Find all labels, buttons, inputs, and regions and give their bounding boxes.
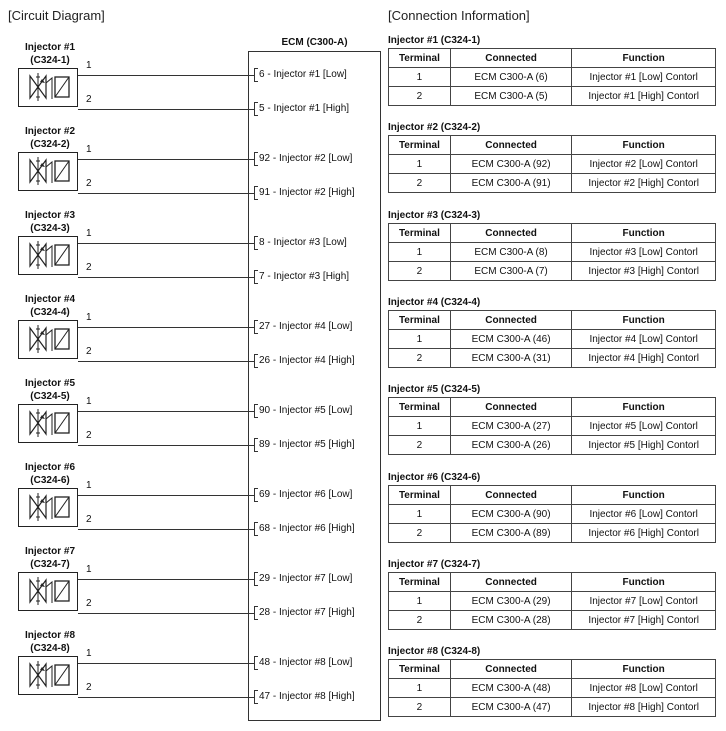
- table-cell: Injector #3 [Low] Contorl: [572, 243, 716, 262]
- column-header: Function: [572, 311, 716, 330]
- injector-terminal-number: 1: [86, 396, 92, 407]
- column-header: Function: [572, 486, 716, 505]
- injector-label: [10, 629, 90, 655]
- injector-valve-icon: [19, 489, 77, 526]
- injector-connector: (C324-4): [30, 307, 70, 318]
- table-cell: 2: [389, 262, 451, 281]
- wire: [78, 495, 254, 496]
- injector-label: [10, 461, 90, 487]
- column-header: Connected: [450, 573, 572, 592]
- injector-terminal-number: 1: [86, 144, 92, 155]
- column-header: Terminal: [389, 311, 451, 330]
- column-header: Terminal: [389, 573, 451, 592]
- table-row: [389, 611, 716, 630]
- table-cell: Injector #8 [Low] Contorl: [572, 679, 716, 698]
- table-header-row: [389, 136, 716, 155]
- ecm-pin-label: 92 - Injector #2 [Low]: [254, 152, 352, 166]
- table-header-row: [389, 573, 716, 592]
- injector-connector: (C324-5): [30, 391, 70, 402]
- injector-valve-icon: [19, 405, 77, 442]
- injector-terminal-number: 1: [86, 648, 92, 659]
- table-cell: ECM C300-A (26): [450, 436, 572, 455]
- injector-name: Injector #1: [24, 42, 76, 53]
- table-cell: 1: [389, 679, 451, 698]
- table-cell: 1: [389, 155, 451, 174]
- injector-connector: (C324-6): [30, 475, 70, 486]
- ecm-pin-label: 68 - Injector #6 [High]: [254, 522, 355, 536]
- table-row: [389, 262, 716, 281]
- table-cell: Injector #7 [Low] Contorl: [572, 592, 716, 611]
- wire: [78, 613, 254, 614]
- connection-table: [388, 485, 716, 543]
- table-cell: ECM C300-A (47): [450, 698, 572, 717]
- connection-table: [388, 223, 716, 281]
- column-header: Connected: [450, 224, 571, 243]
- wire: [78, 663, 254, 664]
- connection-heading: Injector #5 (C324-5): [388, 384, 481, 395]
- table-cell: Injector #8 [High] Contorl: [572, 698, 716, 717]
- wire: [78, 243, 254, 244]
- table-cell: 1: [389, 330, 451, 349]
- table-row: [389, 68, 716, 87]
- table-header-row: [389, 398, 716, 417]
- connection-group: [388, 645, 716, 717]
- injector-terminal-number: 2: [86, 346, 92, 357]
- injector-terminal-number: 2: [86, 262, 92, 273]
- injector-label: [10, 293, 90, 319]
- circuit-diagram-title: [Circuit Diagram]: [8, 8, 105, 23]
- ecm-pin-label: 27 - Injector #4 [Low]: [254, 320, 352, 334]
- injector-connector: (C324-8): [30, 643, 70, 654]
- table-cell: Injector #6 [Low] Contorl: [572, 505, 716, 524]
- wire: [78, 411, 254, 412]
- table-cell: 1: [389, 243, 451, 262]
- table-cell: ECM C300-A (48): [450, 679, 572, 698]
- connection-heading: Injector #8 (C324-8): [388, 646, 481, 657]
- table-cell: Injector #4 [Low] Contorl: [572, 330, 716, 349]
- injector-terminal-number: 2: [86, 598, 92, 609]
- injector-terminal-number: 1: [86, 564, 92, 575]
- column-header: Function: [572, 49, 716, 68]
- table-cell: Injector #1 [High] Contorl: [572, 87, 716, 106]
- table-row: [389, 679, 716, 698]
- table-cell: 1: [389, 417, 451, 436]
- ecm-pin-label: 47 - Injector #8 [High]: [254, 690, 355, 704]
- injector-terminal-number: 1: [86, 312, 92, 323]
- wire: [78, 109, 254, 110]
- column-header: Connected: [450, 660, 572, 679]
- injector-symbol: [18, 152, 78, 191]
- connection-information-title: [Connection Information]: [388, 8, 530, 23]
- connection-group: [388, 296, 716, 368]
- table-header-row: [389, 486, 716, 505]
- table-row: [389, 698, 716, 717]
- connection-group: [388, 558, 716, 630]
- table-row: [389, 330, 716, 349]
- connection-heading: Injector #3 (C324-3): [388, 210, 481, 221]
- table-cell: 1: [389, 68, 451, 87]
- wire: [78, 159, 254, 160]
- ecm-pin-label: 29 - Injector #7 [Low]: [254, 572, 352, 586]
- injector-symbol: [18, 656, 78, 695]
- column-header: Connected: [450, 49, 571, 68]
- injector-symbol: [18, 236, 78, 275]
- injector-name: Injector #5: [24, 378, 76, 389]
- injector-terminal-number: 1: [86, 480, 92, 491]
- table-cell: ECM C300-A (46): [450, 330, 572, 349]
- wire: [78, 327, 254, 328]
- table-header-row: [389, 311, 716, 330]
- table-cell: Injector #6 [High] Contorl: [572, 524, 716, 543]
- table-cell: ECM C300-A (28): [450, 611, 572, 630]
- table-cell: Injector #2 [Low] Contorl: [572, 155, 716, 174]
- table-header-row: [389, 224, 716, 243]
- table-cell: Injector #5 [High] Contorl: [572, 436, 716, 455]
- ecm-pin-label: 89 - Injector #5 [High]: [254, 438, 355, 452]
- injector-valve-icon: [19, 237, 77, 274]
- injector-symbol: [18, 68, 78, 107]
- column-header: Function: [572, 660, 716, 679]
- table-cell: Injector #2 [High] Contorl: [572, 174, 716, 193]
- table-cell: ECM C300-A (5): [450, 87, 571, 106]
- injector-symbol: [18, 488, 78, 527]
- connection-table: [388, 48, 716, 106]
- wire: [78, 361, 254, 362]
- table-cell: 2: [389, 611, 451, 630]
- column-header: Connected: [450, 398, 572, 417]
- column-header: Connected: [450, 486, 572, 505]
- injector-label: [10, 209, 90, 235]
- injector-label: [10, 545, 90, 571]
- table-cell: 2: [389, 698, 451, 717]
- injector-terminal-number: 1: [86, 60, 92, 71]
- table-cell: ECM C300-A (29): [450, 592, 572, 611]
- column-header: Function: [572, 224, 716, 243]
- connection-table: [388, 659, 716, 717]
- wire: [78, 579, 254, 580]
- ecm-pin-label: 5 - Injector #1 [High]: [254, 102, 349, 116]
- injector-name: Injector #4: [24, 294, 76, 305]
- column-header: Connected: [450, 311, 572, 330]
- column-header: Terminal: [389, 49, 451, 68]
- table-cell: 2: [389, 436, 451, 455]
- connection-table: [388, 572, 716, 630]
- table-cell: Injector #4 [High] Contorl: [572, 349, 716, 368]
- table-cell: Injector #7 [High] Contorl: [572, 611, 716, 630]
- connection-table: [388, 135, 716, 193]
- injector-valve-icon: [19, 321, 77, 358]
- table-cell: 2: [389, 87, 451, 106]
- connection-heading: Injector #6 (C324-6): [388, 472, 481, 483]
- connection-heading: Injector #2 (C324-2): [388, 122, 481, 133]
- table-cell: 2: [389, 349, 451, 368]
- connection-table: [388, 310, 716, 368]
- column-header: Function: [572, 573, 716, 592]
- table-row: [389, 243, 716, 262]
- table-cell: ECM C300-A (7): [450, 262, 571, 281]
- injector-name: Injector #7: [24, 546, 76, 557]
- ecm-pin-label: 91 - Injector #2 [High]: [254, 186, 355, 200]
- injector-name: Injector #8: [24, 630, 76, 641]
- wire: [78, 277, 254, 278]
- table-header-row: [389, 660, 716, 679]
- table-row: [389, 349, 716, 368]
- table-row: [389, 417, 716, 436]
- table-cell: ECM C300-A (8): [450, 243, 571, 262]
- ecm-pin-label: 48 - Injector #8 [Low]: [254, 656, 352, 670]
- ecm-pin-label: 90 - Injector #5 [Low]: [254, 404, 352, 418]
- injector-valve-icon: [19, 69, 77, 106]
- injector-terminal-number: 2: [86, 514, 92, 525]
- table-cell: ECM C300-A (92): [450, 155, 572, 174]
- table-row: [389, 436, 716, 455]
- table-cell: ECM C300-A (89): [450, 524, 572, 543]
- table-header-row: [389, 49, 716, 68]
- connection-group: [388, 121, 716, 193]
- column-header: Terminal: [389, 224, 451, 243]
- table-cell: 2: [389, 524, 451, 543]
- table-row: [389, 155, 716, 174]
- ecm-pin-label: 7 - Injector #3 [High]: [254, 270, 349, 284]
- injector-symbol: [18, 572, 78, 611]
- injector-name: Injector #6: [24, 462, 76, 473]
- wire: [78, 75, 254, 76]
- ecm-pin-label: 69 - Injector #6 [Low]: [254, 488, 352, 502]
- injector-terminal-number: 2: [86, 94, 92, 105]
- table-cell: 1: [389, 505, 451, 524]
- ecm-pin-label: 28 - Injector #7 [High]: [254, 606, 355, 620]
- injector-symbol: [18, 404, 78, 443]
- injector-terminal-number: 2: [86, 682, 92, 693]
- table-cell: ECM C300-A (31): [450, 349, 572, 368]
- injector-connector: (C324-3): [30, 223, 70, 234]
- table-cell: Injector #5 [Low] Contorl: [572, 417, 716, 436]
- table-cell: Injector #1 [Low] Contorl: [572, 68, 716, 87]
- connection-table: [388, 397, 716, 455]
- connection-heading: Injector #7 (C324-7): [388, 559, 481, 570]
- injector-name: Injector #2: [24, 126, 76, 137]
- table-cell: ECM C300-A (90): [450, 505, 572, 524]
- ecm-pin-label: 6 - Injector #1 [Low]: [254, 68, 347, 82]
- column-header: Connected: [450, 136, 572, 155]
- injector-label: [10, 377, 90, 403]
- column-header: Function: [572, 136, 716, 155]
- ecm-pin-label: 8 - Injector #3 [Low]: [254, 236, 347, 250]
- table-cell: Injector #3 [High] Contorl: [572, 262, 716, 281]
- table-row: [389, 174, 716, 193]
- injector-terminal-number: 2: [86, 430, 92, 441]
- injector-label: [10, 41, 90, 67]
- connection-group: [388, 383, 716, 455]
- injector-valve-icon: [19, 657, 77, 694]
- injector-valve-icon: [19, 573, 77, 610]
- table-row: [389, 505, 716, 524]
- table-cell: 2: [389, 174, 451, 193]
- wire: [78, 697, 254, 698]
- table-cell: ECM C300-A (91): [450, 174, 572, 193]
- injector-label: [10, 125, 90, 151]
- column-header: Function: [572, 398, 716, 417]
- table-cell: ECM C300-A (27): [450, 417, 572, 436]
- connection-group: [388, 471, 716, 543]
- injector-symbol: [18, 320, 78, 359]
- wire: [78, 445, 254, 446]
- connection-heading: Injector #4 (C324-4): [388, 297, 481, 308]
- column-header: Terminal: [389, 486, 451, 505]
- connection-heading: Injector #1 (C324-1): [388, 35, 481, 46]
- column-header: Terminal: [389, 398, 451, 417]
- wire: [78, 193, 254, 194]
- ecm-pin-label: 26 - Injector #4 [High]: [254, 354, 355, 368]
- injector-connector: (C324-7): [30, 559, 70, 570]
- table-cell: ECM C300-A (6): [450, 68, 571, 87]
- injector-name: Injector #3: [24, 210, 76, 221]
- column-header: Terminal: [389, 136, 451, 155]
- table-row: [389, 87, 716, 106]
- injector-valve-icon: [19, 153, 77, 190]
- injector-connector: (C324-2): [30, 139, 70, 150]
- ecm-title: ECM (C300-A): [281, 37, 348, 48]
- wire: [78, 529, 254, 530]
- table-row: [389, 592, 716, 611]
- injector-terminal-number: 2: [86, 178, 92, 189]
- column-header: Terminal: [389, 660, 451, 679]
- connection-group: [388, 34, 716, 106]
- connection-group: [388, 209, 716, 281]
- injector-connector: (C324-1): [30, 55, 70, 66]
- injector-terminal-number: 1: [86, 228, 92, 239]
- table-row: [389, 524, 716, 543]
- table-cell: 1: [389, 592, 451, 611]
